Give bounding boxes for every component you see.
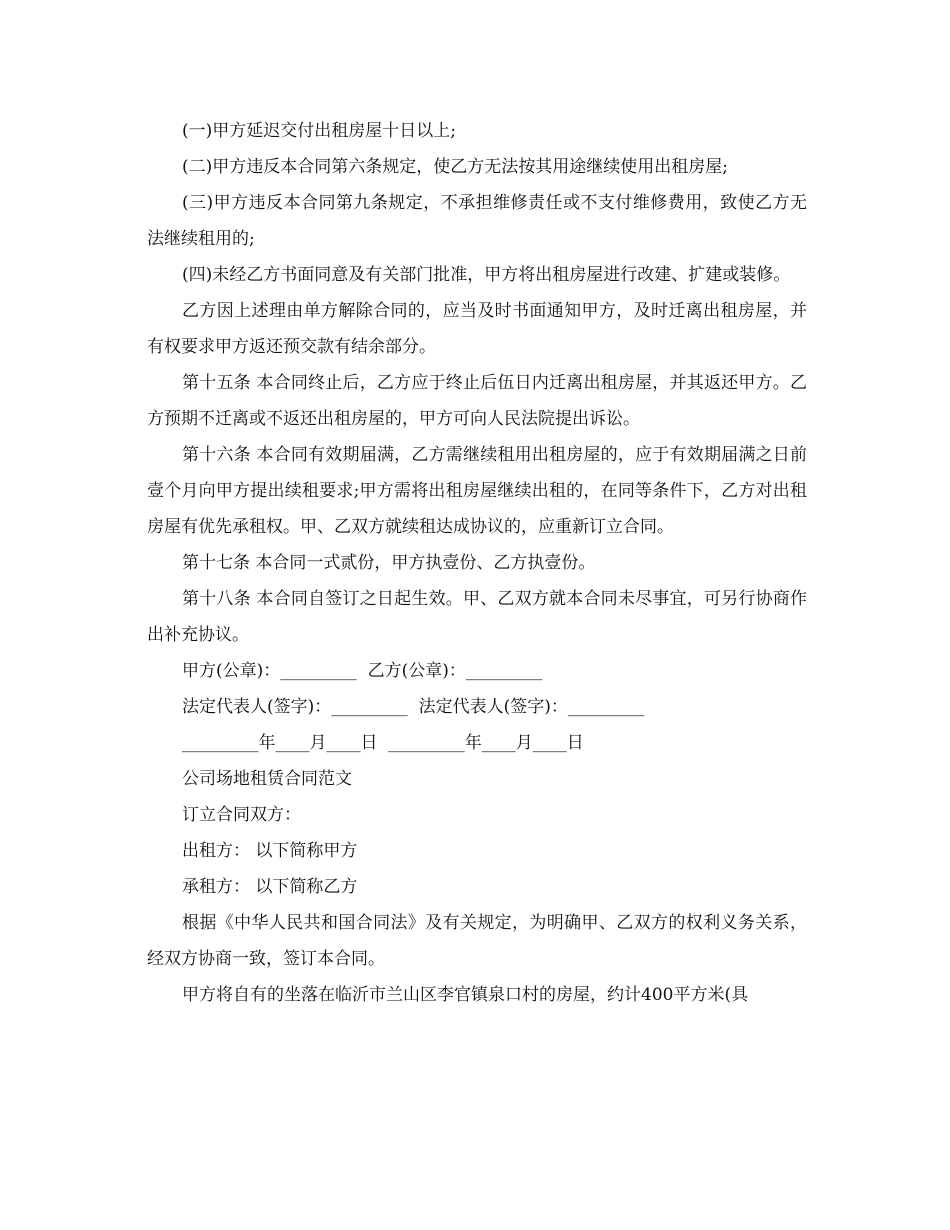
legal-basis-paragraph: 根据《中华人民共和国合同法》及有关规定，为明确甲、乙双方的权利义务关系，经双方协商一致，签订本合同。 bbox=[147, 913, 807, 969]
document-body bbox=[147, 113, 807, 1013]
party-seal-line: 甲方(公章)：_________ 乙方(公章)：_________ bbox=[182, 661, 543, 681]
article-18: 第十八条 本合同自签订之日起生效。甲、乙双方就本合同未尽事宜，可另行协商作出补充协议。 bbox=[147, 589, 807, 645]
clause-1-delay-delivery: (一)甲方延迟交付出租房屋十日以上; bbox=[182, 121, 456, 141]
clause-2-violate-article-6: (二)甲方违反本合同第六条规定，使乙方无法按其用途继续使用出租房屋; bbox=[182, 157, 728, 177]
legal-representative-signature-line: 法定代表人(签字)：_________ 法定代表人(签字)：_________ bbox=[182, 697, 645, 717]
clause-3-violate-article-9: (三)甲方违反本合同第九条规定，不承担维修责任或不支付维修费用，致使乙方无法继续租用的; bbox=[147, 193, 807, 249]
contracting-parties-heading: 订立合同双方： bbox=[182, 805, 301, 825]
article-16: 第十六条 本合同有效期届满，乙方需继续租用出租房屋的，应于有效期届满之日前壹个月向甲方提出续租要求;甲方需将出租房屋继续出租的，在同等条件下，乙方对出租房屋有优先承租权。甲、乙双方就续租达成协议的，应重新订立合同。 bbox=[147, 445, 807, 537]
lessor-line: 出租方： 以下简称甲方 bbox=[182, 841, 358, 861]
lessee-line: 承租方： 以下简称乙方 bbox=[182, 877, 358, 897]
article-17: 第十七条 本合同一式贰份，甲方执壹份、乙方执壹份。 bbox=[182, 553, 596, 573]
clause-4-unauthorized-renovation: (四)未经乙方书面同意及有关部门批准，甲方将出租房屋进行改建、扩建或装修。 bbox=[182, 265, 791, 285]
date-line: _________年____月____日 _________年____月____日 bbox=[182, 733, 584, 753]
termination-notice-paragraph: 乙方因上述理由单方解除合同的，应当及时书面通知甲方，及时迁离出租房屋，并有权要求甲方返还预交款有结余部分。 bbox=[147, 301, 807, 357]
article-15: 第十五条 本合同终止后，乙方应于终止后伍日内迁离出租房屋，并其返还甲方。乙方预期不迁离或不返还出租房屋的，甲方可向人民法院提出诉讼。 bbox=[147, 373, 807, 429]
property-description-paragraph: 甲方将自有的坐落在临沂市兰山区李官镇泉口村的房屋，约计400平方米(具 bbox=[182, 985, 749, 1005]
section-title: 公司场地租赁合同范文 bbox=[182, 769, 352, 789]
